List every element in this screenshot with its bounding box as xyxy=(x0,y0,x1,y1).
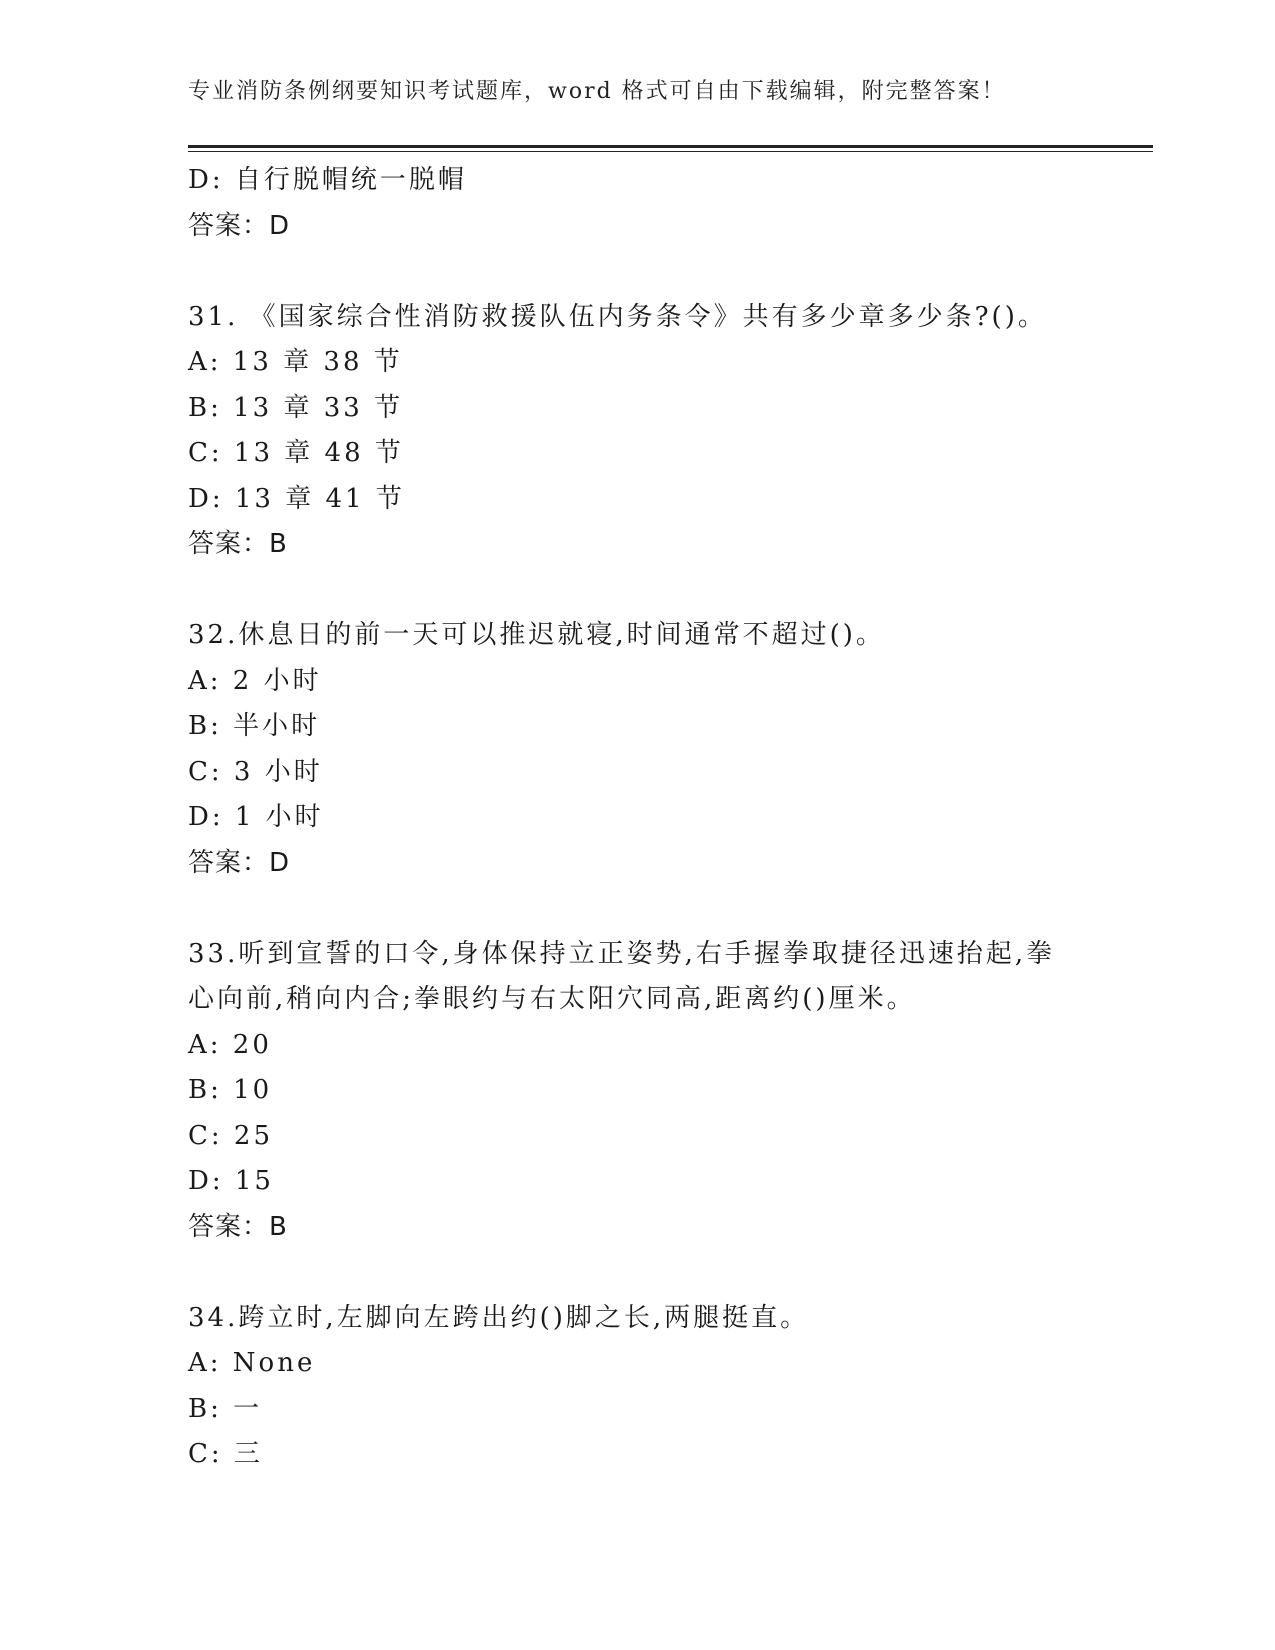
question-block xyxy=(188,932,1088,1251)
option-d: D: 1 小时 xyxy=(188,802,324,832)
option-c: C: 13 章 48 节 xyxy=(188,438,404,468)
header-rule-thin xyxy=(188,151,1153,152)
spacer xyxy=(188,1250,1088,1296)
option-c: C: 3 小时 xyxy=(188,756,323,787)
page-header: 专业消防条例纲要知识考试题库，word 格式可自由下载编辑，附完整答案！ xyxy=(188,79,1006,104)
question-content xyxy=(188,158,1088,1478)
question-text: 31. 《国家综合性消防救援队伍内务条令》共有多少章多少条?()。 xyxy=(188,301,1047,332)
question-block xyxy=(188,295,1088,568)
question-block xyxy=(188,1296,1088,1478)
option-d: D: 15 xyxy=(188,1166,274,1196)
question-text-line-1: 33.听到宣誓的口令,身体保持立正姿势,右手握拳取捷径迅速抬起,拳 xyxy=(188,938,1056,969)
option-b: B: 10 xyxy=(188,1075,273,1105)
prev-answer: 答案：D xyxy=(188,210,291,241)
option-a: A: 2 小时 xyxy=(188,665,322,696)
option-c: C: 25 xyxy=(188,1120,274,1151)
question-text-line-2: 心向前,稍向内合;拳眼约与右太阳穴同高,距离约()厘米。 xyxy=(188,984,916,1014)
option-a: A: 13 章 38 节 xyxy=(188,347,403,377)
option-b: B: 13 章 33 节 xyxy=(188,392,404,423)
header-rule-thick xyxy=(188,145,1153,148)
option-c: C: 三 xyxy=(188,1439,263,1469)
question-text: 34.跨立时,左脚向左跨出约()脚之长,两腿挺直。 xyxy=(188,1302,810,1333)
spacer xyxy=(188,568,1088,614)
option-b: B: 半小时 xyxy=(188,711,321,741)
spacer xyxy=(188,249,1088,295)
question-block xyxy=(188,613,1088,886)
option-a: A: 20 xyxy=(188,1029,272,1060)
option-a: A: None xyxy=(188,1348,316,1378)
question-text: 32.休息日的前一天可以推迟就寝,时间通常不超过()。 xyxy=(188,620,885,650)
answer: 答案：D xyxy=(188,847,291,878)
answer: 答案：B xyxy=(188,529,288,559)
spacer xyxy=(188,886,1088,932)
answer: 答案：B xyxy=(188,1211,288,1242)
option-b: B: 一 xyxy=(188,1393,263,1424)
prev-option-d: D: 自行脱帽统一脱帽 xyxy=(188,165,467,195)
option-d: D: 13 章 41 节 xyxy=(188,483,405,514)
